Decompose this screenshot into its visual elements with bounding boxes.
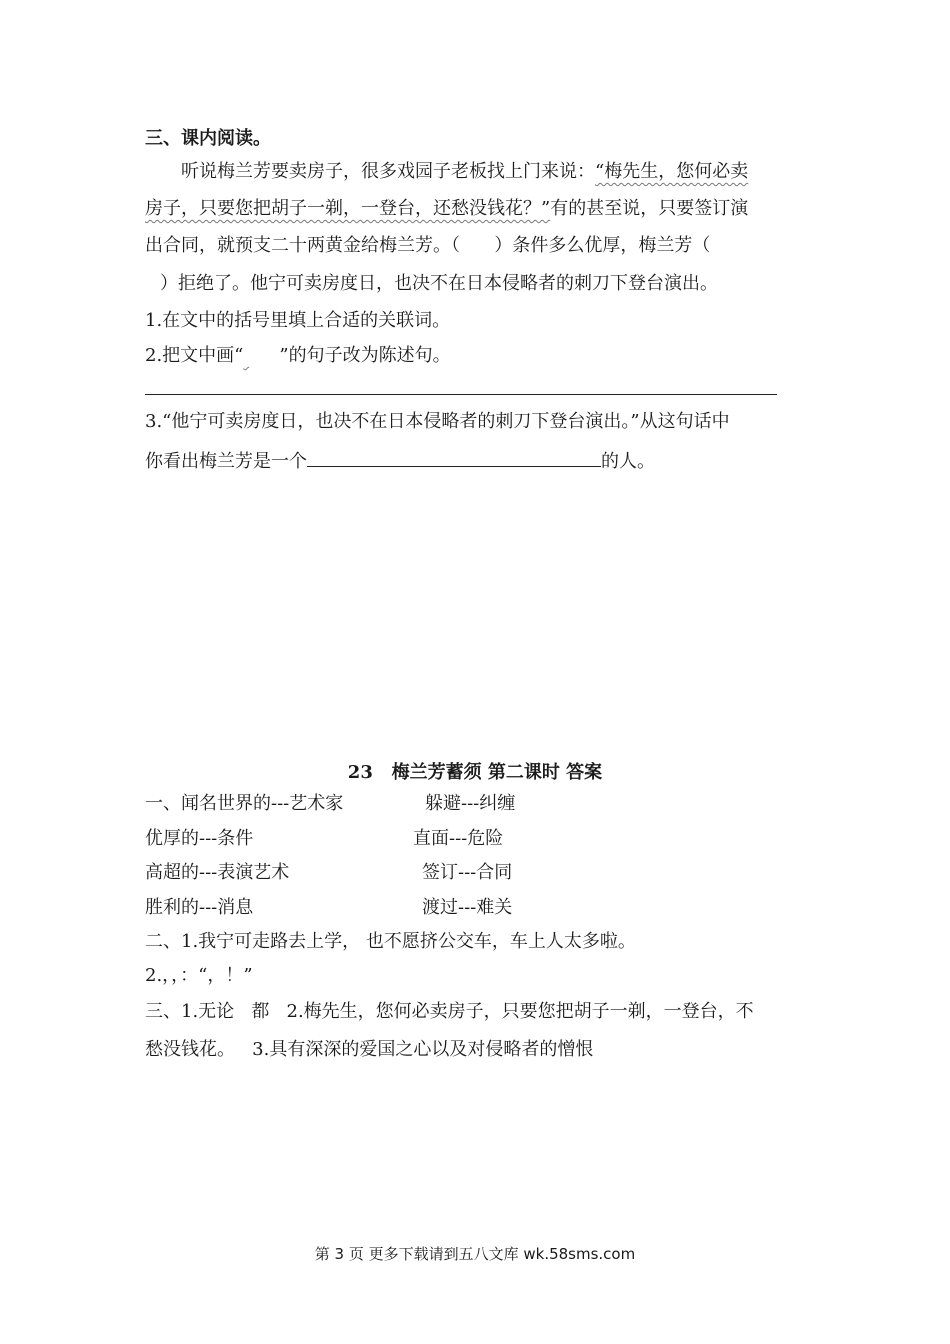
answer-3-line-1: 三、1.无论 都 2.梅先生，您何必卖房子，只要您把胡子一剃，一登台，不 <box>145 1001 754 1022</box>
question-3-line-2 <box>145 448 655 474</box>
passage-line-1 <box>181 160 748 184</box>
fill-in-blank[interactable] <box>307 448 601 467</box>
question-2-text: ”的句子改为陈述句。 <box>279 345 451 366</box>
answer-row-1-right: 躲避---纠缠 <box>425 793 516 814</box>
question-1: 1.在文中的括号里填上合适的关联词。 <box>145 310 451 331</box>
question-2 <box>145 344 451 368</box>
passage-text: 听说梅兰芳要卖房子，很多戏园子老板找上门来说： <box>181 161 595 182</box>
passage-line-4: ）拒绝了。他宁可卖房度日，也决不在日本侵略者的刺刀下登台演出。 <box>160 273 718 294</box>
passage-line-3: 出合同，就预支二十两黄金给梅兰芳。（ ）条件多么优厚，梅兰芳（ <box>145 235 711 256</box>
question-2-text: 2.把文中画“ <box>145 345 244 366</box>
wavy-line-sample <box>243 344 279 368</box>
answer-row-1-left: 一、闻名世界的---艺术家 <box>145 793 344 814</box>
answer-row-2-right: 直面---危险 <box>413 828 504 849</box>
answer-3-line-2: 愁没钱花。 3.具有深深的爱国之心以及对侵略者的憎恨 <box>145 1039 594 1060</box>
answer-row-3-right: 签订---合同 <box>422 862 513 883</box>
answer-2-1: 二、1.我宁可走路去上学， 也不愿挤公交车，车上人太多啦。 <box>145 931 636 952</box>
question-3-line-1: 3.“他宁可卖房度日，也决不在日本侵略者的刺刀下登台演出。”从这句话中 <box>145 411 730 432</box>
passage-text: 有的甚至说，只要签订演 <box>550 198 749 219</box>
wavy-underlined-sentence: “梅先生，您何必卖 <box>595 161 749 182</box>
answer-row-4-right: 渡过---难关 <box>422 897 513 918</box>
answer-2-2: 2.，，：“，！” <box>145 965 253 986</box>
question-3-text: 你看出梅兰芳是一个 <box>145 451 307 472</box>
passage-line-2 <box>145 197 748 221</box>
section-heading: 三、课内阅读。 <box>145 128 271 149</box>
page-footer: 第 3 页 更多下载请到五八文库 wk.58sms.com <box>314 1245 636 1263</box>
answer-writing-line[interactable] <box>145 394 777 395</box>
wavy-underlined-sentence: 房子，只要您把胡子一剃，一登台，还愁没钱花？” <box>145 198 551 219</box>
question-3-text: 的人。 <box>601 451 655 472</box>
answer-row-2-left: 优厚的---条件 <box>145 828 254 849</box>
answer-row-4-left: 胜利的---消息 <box>145 897 254 918</box>
answer-title: 23 梅兰芳蓄须 第二课时 答案 <box>347 762 603 783</box>
answer-row-3-left: 高超的---表演艺术 <box>145 862 290 883</box>
